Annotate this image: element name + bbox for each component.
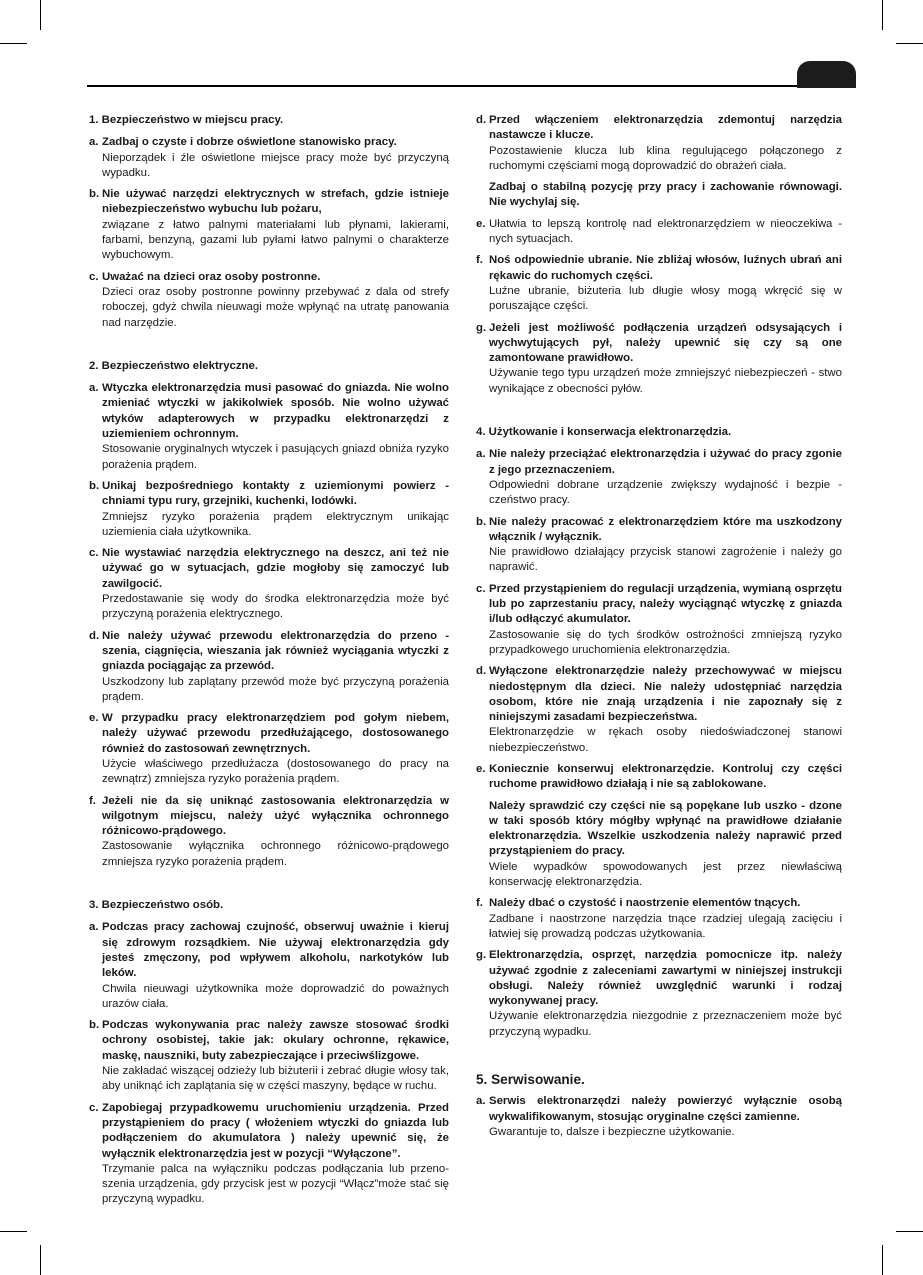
item-description: Zadbane i naostrzone narzędzia tnące rzadziej ulegają zacięciu i łatwiej się prowadzą podczas użytkowania. [489, 912, 842, 940]
item-heading: Podczas pracy zachowaj czujność, obserwuj uważnie i kieruj się zdrowym rozsądkiem. Nie używaj elektronarzędzia gdy jesteś zmęczony, pod wpływem alkoholu, narkotyków lub leków. [102, 921, 449, 980]
item-description: Chwila nieuwagi użytkownika może doprowadzić do poważnych urazów ciała. [102, 982, 449, 1010]
section-heading: 1. Bezpieczeństwo w miejscu pracy. [89, 114, 284, 126]
item-label: d. [89, 629, 100, 642]
item-label: a. [89, 382, 99, 395]
item-description: Przedostawanie się wody do środka elektronarzędzia może być przyczyną porażenia elektrycznego. [102, 593, 449, 621]
crop-mark [882, 1245, 883, 1275]
item-description: Stosowanie oryginalnych wtyczek i pasujących gniazd obniża ryzyko porażenia prądem. [102, 443, 449, 471]
list-item [89, 920, 449, 1012]
item-description: Używanie tego typu urządzeń może zmniejszyć niebezpieczeń - stwo wynikające z obecności pyłów. [489, 367, 842, 395]
list-item [476, 447, 842, 508]
item-description: Trzymanie palca na wyłączniku podczas podłączania lub przeno-szenia urządzenia, gdy przycisk jest w pozycji “Włącz”może stać się przyczyną wypadku. [102, 1162, 449, 1206]
item-description: Ułatwia to lepszą kontrolę nad elektronarzędziem w nieoczekiwa - nych sytuacjach. [489, 217, 842, 246]
item-description: Wiele wypadków spowodowanych jest przez niewłaściwą konserwację elektronarzędzia. [489, 860, 842, 889]
list-item [476, 321, 842, 397]
item-label: f. [476, 254, 483, 267]
item-label: g. [476, 949, 487, 962]
item-heading: Przed włączeniem elektronarzędzia zdemontuj narzędzia nastawcze i klucze. [489, 114, 842, 142]
list-item [89, 629, 449, 705]
list-item [89, 1101, 449, 1208]
item-description: Nie prawidłowo działający przycisk stanowi zagrożenie i należy go naprawić. [489, 546, 842, 574]
list-item [476, 217, 842, 248]
item-label: b. [476, 515, 487, 528]
item-heading: Wtyczka elektronarzędzia musi pasować do gniazda. Nie wolno zmieniać wtyczki w jakikolwiek sposób. Nie wolno używać wtyków adapterowych w przypadku elektronarzędzi z uziemieniem ochronnym. [102, 382, 449, 441]
list-item [476, 664, 842, 756]
crop-mark [40, 0, 41, 30]
item-label: c. [476, 582, 486, 595]
item-heading: Serwis elektronarzędzi należy powierzyć wyłącznie osobą wykwalifikowanym, stosując oryginalne części zamienne. [489, 1095, 842, 1123]
item-heading: Nie należy przeciążać elektronarzędzia i używać do pracy zgonie z jego przeznaczeniem. [489, 448, 842, 476]
item-label: f. [476, 897, 483, 910]
item-label: d. [476, 665, 487, 678]
list-item [89, 1018, 449, 1094]
crop-mark [882, 0, 883, 30]
crop-mark [896, 1231, 923, 1232]
item-heading: Podczas wykonywania prac należy zawsze stosować środki ochrony osobistej, takie jak: okulary ochronne, rękawice, maskę, nauszniki, buty zabezpieczające i przeciwślizgowe. [102, 1019, 449, 1062]
list-item [476, 515, 842, 576]
item-label: a. [89, 921, 99, 934]
item-heading: Jeżeli jest możliwość podłączenia urządzeń odsysających i wychwytujących pył, należy upewnić się czy są one zamontowane prawidłowo. [489, 321, 842, 365]
item-label: f. [89, 794, 96, 807]
item-heading: Należy dbać o czystość i naostrzenie elementów tnących. [489, 897, 801, 910]
item-heading: Należy sprawdzić czy części nie są popękane lub uszko - dzone w taki sposób który mógłby wpłynąć na prawidłowe działanie elektronarzędzia. Wszelkie uszkodzenia należy naprawić przed przystąpieniem do pracy. [489, 799, 842, 858]
section-heading: 5. Serwisowanie. [476, 1072, 585, 1088]
item-label: b. [89, 479, 100, 492]
item-description: Zmniejsz ryzyko porażenia prądem elektrycznym unikając uziemienia ciała użytkownika. [102, 510, 449, 538]
item-heading: Jeżeli nie da się uniknąć zastosowania elektronarzędzia w wilgotnym miejscu, należy użyć wyłącznika ochronnego różnicowo-prądowego. [102, 794, 449, 838]
item-heading: Nie używać narzędzi elektrycznych w strefach, gdzie istnieje niebezpieczeństwo wybuchu lub pożaru, [102, 188, 449, 216]
item-heading: Przed przystąpieniem do regulacji urządzenia, wymianą osprzętu lub po zaprzestaniu pracy, należy wyciągnąć wtyczkę z gniazda i/lub odłączyć akumulator. [489, 582, 842, 626]
item-description: Dzieci oraz osoby postronne powinny przebywać z dala od strefy roboczej, gdyż chwila nieuwagi może wpłynąć na utratę panowania nad narzędzie. [102, 285, 449, 329]
item-label: e. [476, 762, 486, 775]
item-heading: Nie należy pracować z elektronarzędziem które ma uszkodzony włącznik / wyłącznik. [489, 515, 842, 543]
list-item [476, 582, 842, 658]
list-item [89, 546, 449, 622]
crop-mark [40, 1245, 41, 1275]
item-description: Uszkodzony lub zaplątany przewód może być przyczyną porażenia prądem. [102, 675, 449, 703]
item-label: d. [476, 114, 487, 126]
list-item [476, 948, 842, 1040]
spacer [476, 1046, 842, 1068]
item-label: e. [89, 712, 99, 725]
item-label: c. [89, 547, 99, 560]
item-description: Luźne ubranie, biżuteria lub długie włosy mogą wkręcić się w poruszające części. [489, 284, 842, 313]
item-heading: W przypadku pracy elektronarzędziem pod gołym niebem, należy używać przewodu przedłużającego, dostosowanego również do zastosowań zewnętrznych. [102, 712, 449, 755]
list-item [89, 794, 449, 870]
item-heading: Unikaj bezpośredniego kontakty z uziemionymi powierz - chniami typu rury, grzejniki, kuchenki, lodówki. [102, 479, 449, 508]
item-heading: Nie wystawiać narzędzia elektrycznego na deszcz, ani też nie używać go w sytuacjach, gdzie mogłoby się zamoczyć lub zawilgocić. [102, 547, 449, 590]
item-heading: Koniecznie konserwuj elektronarzędzie. Kontroluj czy części ruchome prawidłowo działają i nie są zablokowane. [489, 762, 842, 791]
item-description: Nie zakładać wiszącej odzieży lub biżuterii i zebrać długie włosy tak, aby uniknąć ich zaplątania się w części maszyny, będące w ruchu. [102, 1065, 449, 1093]
left-column [89, 113, 449, 1214]
list-item [89, 381, 449, 473]
crop-mark [0, 1231, 27, 1232]
page-tab [797, 61, 856, 88]
spacer [476, 1141, 842, 1146]
list-item [476, 1094, 842, 1140]
spacer [89, 337, 449, 359]
item-heading: Noś odpowiednie ubranie. Nie zbliżaj włosów, luźnych ubrań ani rękawic do ruchomych części. [489, 254, 842, 282]
item-label: g. [476, 321, 487, 334]
item-label: c. [89, 1101, 99, 1114]
crop-mark [0, 43, 27, 44]
item-label: c. [89, 270, 99, 283]
item-heading: Elektronarzędzia, osprzęt, narzędzia pomocnicze itp. należy używać zgodnie z zaleceniami zawartymi w niniejszej instrukcji obsługi. Należy również uwzględnić warunki i rodzaj wykonywanej pracy. [489, 949, 842, 1008]
item-description: Zastosowanie wyłącznika ochronnego różnicowo-prądowego zmniejsza ryzyko porażenia prądem. [102, 840, 449, 868]
section-heading: 2. Bezpieczeństwo elektryczne. [89, 359, 259, 372]
item-heading: Zapobiegaj przypadkowemu uruchomieniu urządzenia. Przed przystąpieniem do pracy ( włożeniem wtyczki do gniazda lub podłączeniem do akumulatora ) należy upewnić się, że wyłącznik elektronarzędzia jest w pozycji “Wyłączone”. [102, 1101, 449, 1160]
item-description: Gwarantuje to, dalsze i bezpieczne użytkowanie. [489, 1125, 735, 1138]
item-label: a. [476, 448, 486, 461]
item-description: Elektronarzędzie w rękach osoby niedoświadczonej stanowi niebezpieczeństwo. [489, 726, 842, 754]
list-item [89, 187, 449, 263]
list-item [476, 799, 842, 891]
item-heading: Nie należy używać przewodu elektronarzędzia do przeno - szenia, ciągnięcia, wieszania jak również wyciągania wtyczki z gniazda pociągając za przewód. [102, 629, 449, 673]
item-heading: Wyłączone elektronarzędzie należy przechowywać w miejscu niedostępnym dla dzieci. Nie należy udostępniać narzędzia osobom, które nie znają urządzenia i nie zapoznały się z niniejszymi zasadami bezpieczeństwa. [489, 665, 842, 724]
item-heading: Zadbaj o stabilną pozycję przy pracy i zachowanie równowagi. Nie wychylaj się. [489, 181, 842, 209]
item-label: a. [89, 136, 99, 149]
spacer [476, 403, 842, 425]
spacer [89, 1209, 449, 1214]
header-rule [87, 85, 855, 87]
list-item [89, 270, 449, 331]
item-description: Nieporządek i źle oświetlone miejsce pracy może być przyczyną wypadku. [102, 151, 449, 179]
item-description: Zastosowanie się do tych środków ostrożności zmniejszą ryzyko przypadkowego uruchomienia elektronarzędzia. [489, 628, 842, 656]
list-item [89, 711, 449, 787]
right-column [476, 113, 842, 1146]
section-heading: 4. Użytkowanie i konserwacja elektronarzędzia. [476, 426, 732, 439]
item-label: a. [476, 1095, 486, 1108]
item-description: Odpowiedni dobrane urządzenie zwiększy wydajność i bezpie - czeństwo pracy. [489, 478, 842, 507]
item-description: Używanie elektronarzędzia niezgodnie z przeznaczeniem może być przyczyną wypadku. [489, 1010, 842, 1038]
item-description: Pozostawienie klucza lub klina regulującego połączonego z ruchomymi częściami mogą doprowadzić do obrażeń ciała. [489, 144, 842, 172]
crop-mark [896, 43, 923, 44]
list-item [476, 762, 842, 793]
list-item [476, 113, 842, 174]
item-label: b. [89, 1019, 100, 1032]
item-heading: Uważać na dzieci oraz osoby postronne. [102, 270, 321, 283]
list-item [89, 479, 449, 540]
spacer [89, 876, 449, 898]
section-heading: 3. Bezpieczeństwo osób. [89, 899, 224, 912]
list-item [476, 253, 842, 314]
list-item [476, 180, 842, 211]
item-label: b. [89, 188, 100, 201]
item-description: związane z łatwo palnymi materiałami lub płynami, lakierami, farbami, benzyną, gazami lub pyłami łatwo palnymi o charakterze wybuchowym. [102, 218, 449, 262]
item-description: Użycie właściwego przedłużacza (dostosowanego do pracy na zewnątrz) zmniejsza ryzyko porażenia prądem. [102, 757, 449, 786]
list-item [89, 135, 449, 181]
list-item [476, 896, 842, 942]
item-heading: Zadbaj o czyste i dobrze oświetlone stanowisko pracy. [102, 136, 397, 149]
item-label: e. [476, 217, 486, 230]
